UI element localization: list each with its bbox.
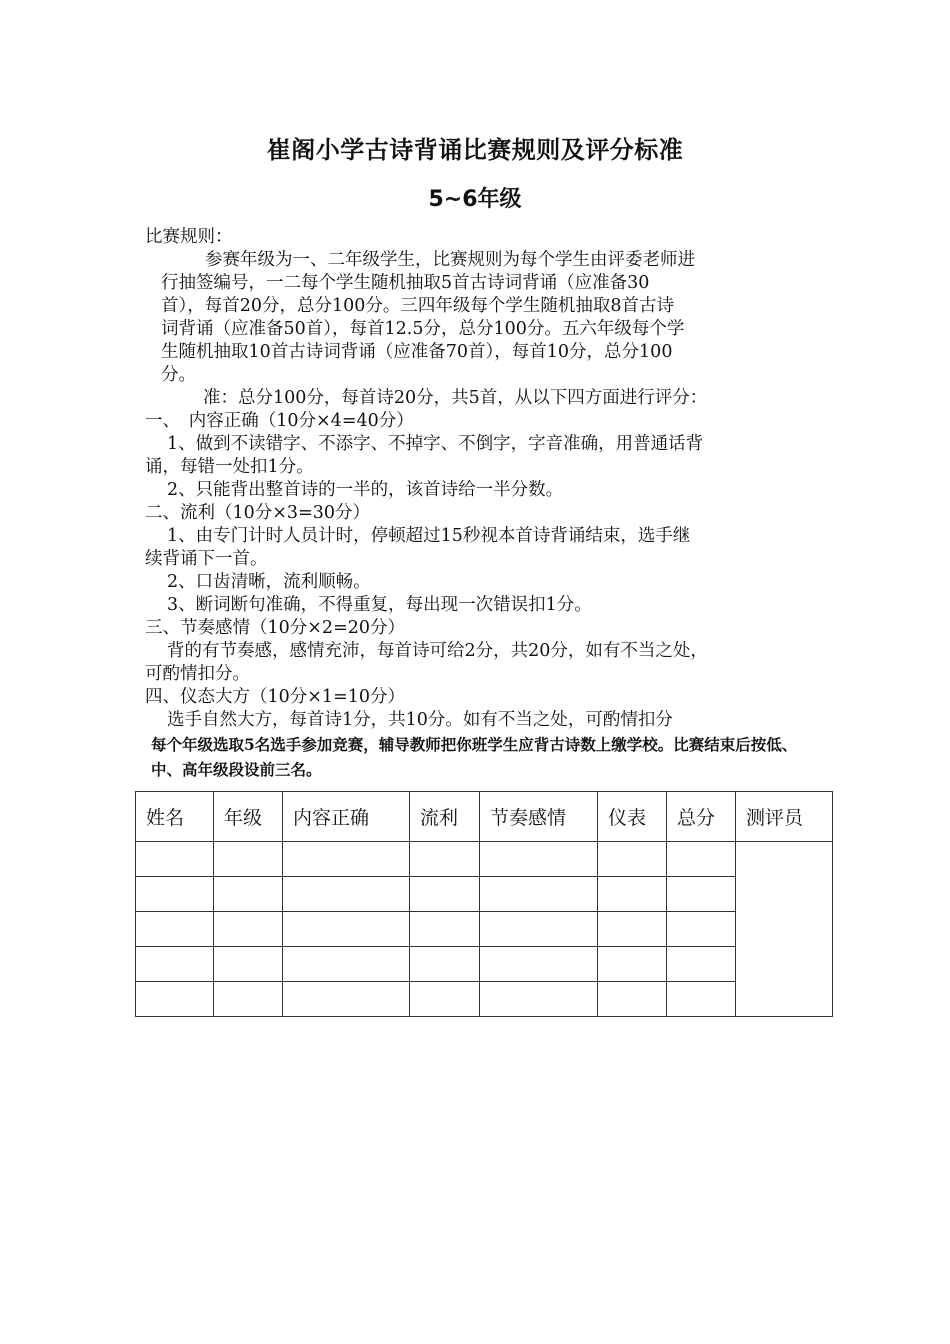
- header-total: 总分: [667, 792, 736, 842]
- table-cell: [410, 842, 480, 877]
- header-name: 姓名: [136, 792, 214, 842]
- paragraph-line: 选手自然大方，每首诗1分，共10分。如有不当之处，可酌情扣分: [167, 710, 673, 730]
- section-heading: 一、 内容正确（10分×4=40分）: [145, 411, 414, 431]
- table-cell: [283, 912, 410, 947]
- table-cell: [283, 947, 410, 982]
- header-manner: 仪表: [598, 792, 667, 842]
- header-judge: 测评员: [736, 792, 833, 842]
- paragraph-line: 行抽签编号，一二每个学生随机抽取5首古诗词背诵（应准备30: [161, 273, 650, 293]
- table-cell: [480, 877, 598, 912]
- table-row: [136, 877, 833, 912]
- paragraph-line: 背的有节奏感，感情充沛，每首诗可给2分，共20分，如有不当之处，: [167, 641, 708, 661]
- table-cell: [136, 877, 214, 912]
- section-heading: 三、节奏感情（10分×2=20分）: [145, 618, 405, 638]
- paragraph-line: 2、只能背出整首诗的一半的，该首诗给一半分数。: [167, 480, 564, 500]
- paragraph-line: 可酌情扣分。: [145, 664, 250, 684]
- paragraph-line: 续背诵下一首。: [145, 549, 268, 569]
- paragraph-line: 2、口齿清晰，流利顺畅。: [167, 572, 371, 592]
- bold-note: 每个年级选取5名选手参加竞赛，辅导教师把你班学生应背古诗数上缴学校。比赛结束后按低、中、高年级段设前三名。: [151, 735, 798, 779]
- table-cell: [283, 842, 410, 877]
- table-cell: [283, 877, 410, 912]
- table-cell: [214, 982, 283, 1017]
- table-cell: [136, 912, 214, 947]
- paragraph-line: 生随机抽取10首古诗词背诵（应准备70首），每首10分，总分100: [161, 342, 673, 362]
- table-cell: [667, 912, 736, 947]
- document-subtitle: 5~6年级: [428, 187, 522, 212]
- table-cell: [410, 982, 480, 1017]
- table-cell: [598, 947, 667, 982]
- table-cell: [667, 877, 736, 912]
- table-cell: [480, 842, 598, 877]
- table-cell: [214, 912, 283, 947]
- header-grade: 年级: [214, 792, 283, 842]
- paragraph-line: 3、断词断句准确，不得重复，每出现一次错误扣1分。: [167, 595, 592, 615]
- table-cell: [410, 912, 480, 947]
- table-cell: [283, 982, 410, 1017]
- rules-body: [145, 226, 815, 782]
- paragraph-line: 诵，每错一处扣1分。: [145, 457, 314, 477]
- header-rhythm: 节奏感情: [480, 792, 598, 842]
- table-cell: [667, 947, 736, 982]
- paragraph-line: 1、由专门计时人员计时，停顿超过15秒视本首诗背诵结束，选手继: [167, 526, 691, 546]
- paragraph-line: 分。: [161, 365, 196, 385]
- table-cell: [480, 912, 598, 947]
- table-header-row: [136, 792, 833, 842]
- table-row: [136, 982, 833, 1017]
- table-cell: [667, 982, 736, 1017]
- paragraph-line: 首），每首20分，总分100分。三四年级每个学生随机抽取8首古诗: [161, 296, 675, 316]
- table-cell: [598, 842, 667, 877]
- header-fluency: 流利: [410, 792, 480, 842]
- table-row: [136, 842, 833, 877]
- table-row: [136, 912, 833, 947]
- rules-heading: 比赛规则：: [145, 227, 233, 247]
- table-row: [136, 947, 833, 982]
- table-cell: [214, 842, 283, 877]
- section-heading: 二、流利（10分×3=30分）: [145, 503, 370, 523]
- table-cell: [136, 982, 214, 1017]
- table-cell: [598, 982, 667, 1017]
- table-cell: [480, 982, 598, 1017]
- judge-cell: [736, 842, 833, 1017]
- table-cell: [214, 947, 283, 982]
- table-cell: [214, 877, 283, 912]
- table-cell: [598, 912, 667, 947]
- document-title: 崔阁小学古诗背诵比赛规则及评分标准: [266, 136, 684, 164]
- table-cell: [480, 947, 598, 982]
- table-cell: [136, 842, 214, 877]
- section-heading: 四、仪态大方（10分×1=10分）: [145, 687, 405, 707]
- paragraph-line: 词背诵（应准备50首），每首12.5分，总分100分。五六年级每个学: [161, 319, 685, 339]
- table-cell: [598, 877, 667, 912]
- paragraph-line: 参赛年级为一、二年级学生，比赛规则为每个学生由评委老师进: [205, 250, 695, 270]
- table-cell: [410, 877, 480, 912]
- paragraph-line: 1、做到不读错字、不添字、不掉字、不倒字，字音准确，用普通话背: [167, 434, 704, 454]
- table-cell: [136, 947, 214, 982]
- paragraph-line: 准：总分100分，每首诗20分，共5首，从以下四方面进行评分：: [203, 388, 708, 408]
- score-table: [135, 791, 833, 1017]
- table-cell: [667, 842, 736, 877]
- table-cell: [410, 947, 480, 982]
- header-content: 内容正确: [283, 792, 410, 842]
